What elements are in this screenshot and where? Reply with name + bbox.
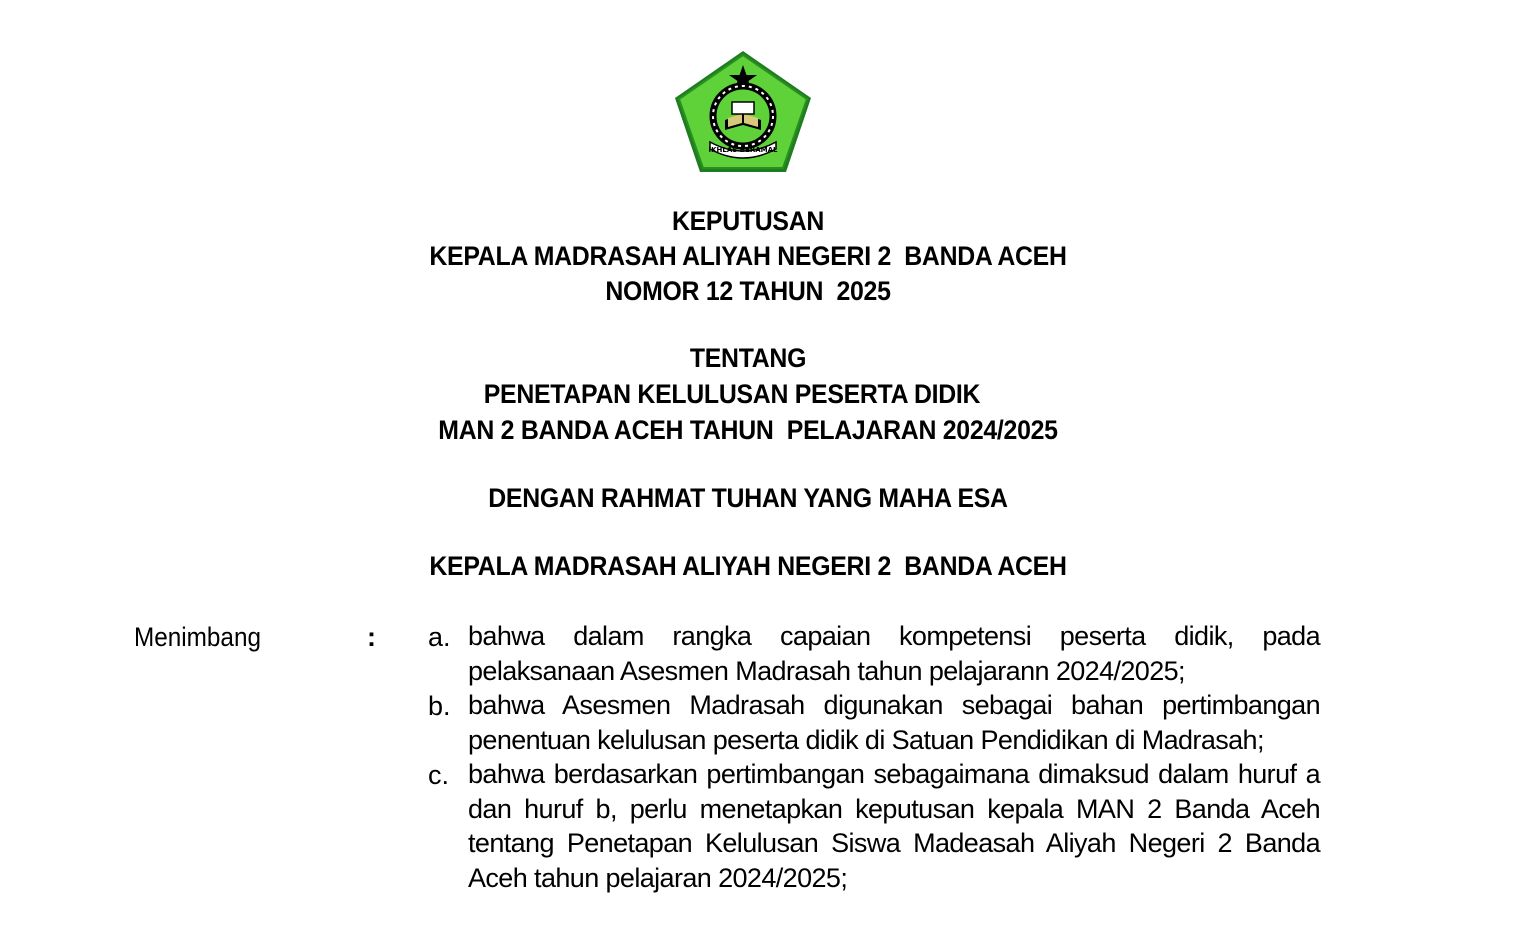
tentang-label: TENTANG [689,343,807,373]
kemenag-logo-icon [672,48,814,176]
item-text-c: bahwa berdasarkan pertimbangan sebagaimana dimaksud dalam huruf a dan huruf b, perlu menetapkan keputusan kepala MAN 2 Banda Aceh tentang Penetapan Kelulusan Siswa Madeasah Aliyah Negeri 2 Banda Aceh tahun pelajaran 2024/2025; [468,759,1320,893]
item-letter-a: a. [428,622,451,652]
menimbang-label: Menimbang [134,622,261,652]
decree-number: NOMOR 12 TAHUN 2025 [605,276,891,306]
decree-subject-line2: MAN 2 BANDA ACEH TAHUN PELAJARAN 2024/2025 [438,415,1058,445]
item-text-a: bahwa dalam rangka capaian kompetensi peserta didik, pada pelaksanaan Asesmen Madrasah tahun pelajarann 2024/2025; [468,621,1320,686]
issuer-title: KEPALA MADRASAH ALIYAH NEGERI 2 BANDA ACEH [429,241,1067,271]
item-text-b: bahwa Asesmen Madrasah digunakan sebagai bahan pertimbangan penentuan kelulusan peserta didik di Satuan Pendidikan di Madrasah; [468,690,1320,755]
decree-title: KEPUTUSAN [671,206,825,236]
menimbang-colon: : [367,622,376,652]
decree-subject-line1: PENETAPAN KELULUSAN PESERTA DIDIK [483,379,981,409]
item-letter-b: b. [428,691,451,721]
rahmat-line: DENGAN RAHMAT TUHAN YANG MAHA ESA [488,483,1008,513]
item-letter-c: c. [428,760,450,790]
logo-motto: IKHLAS BERAMAL [708,146,778,154]
kepala-line: KEPALA MADRASAH ALIYAH NEGERI 2 BANDA ACEH [429,551,1067,581]
